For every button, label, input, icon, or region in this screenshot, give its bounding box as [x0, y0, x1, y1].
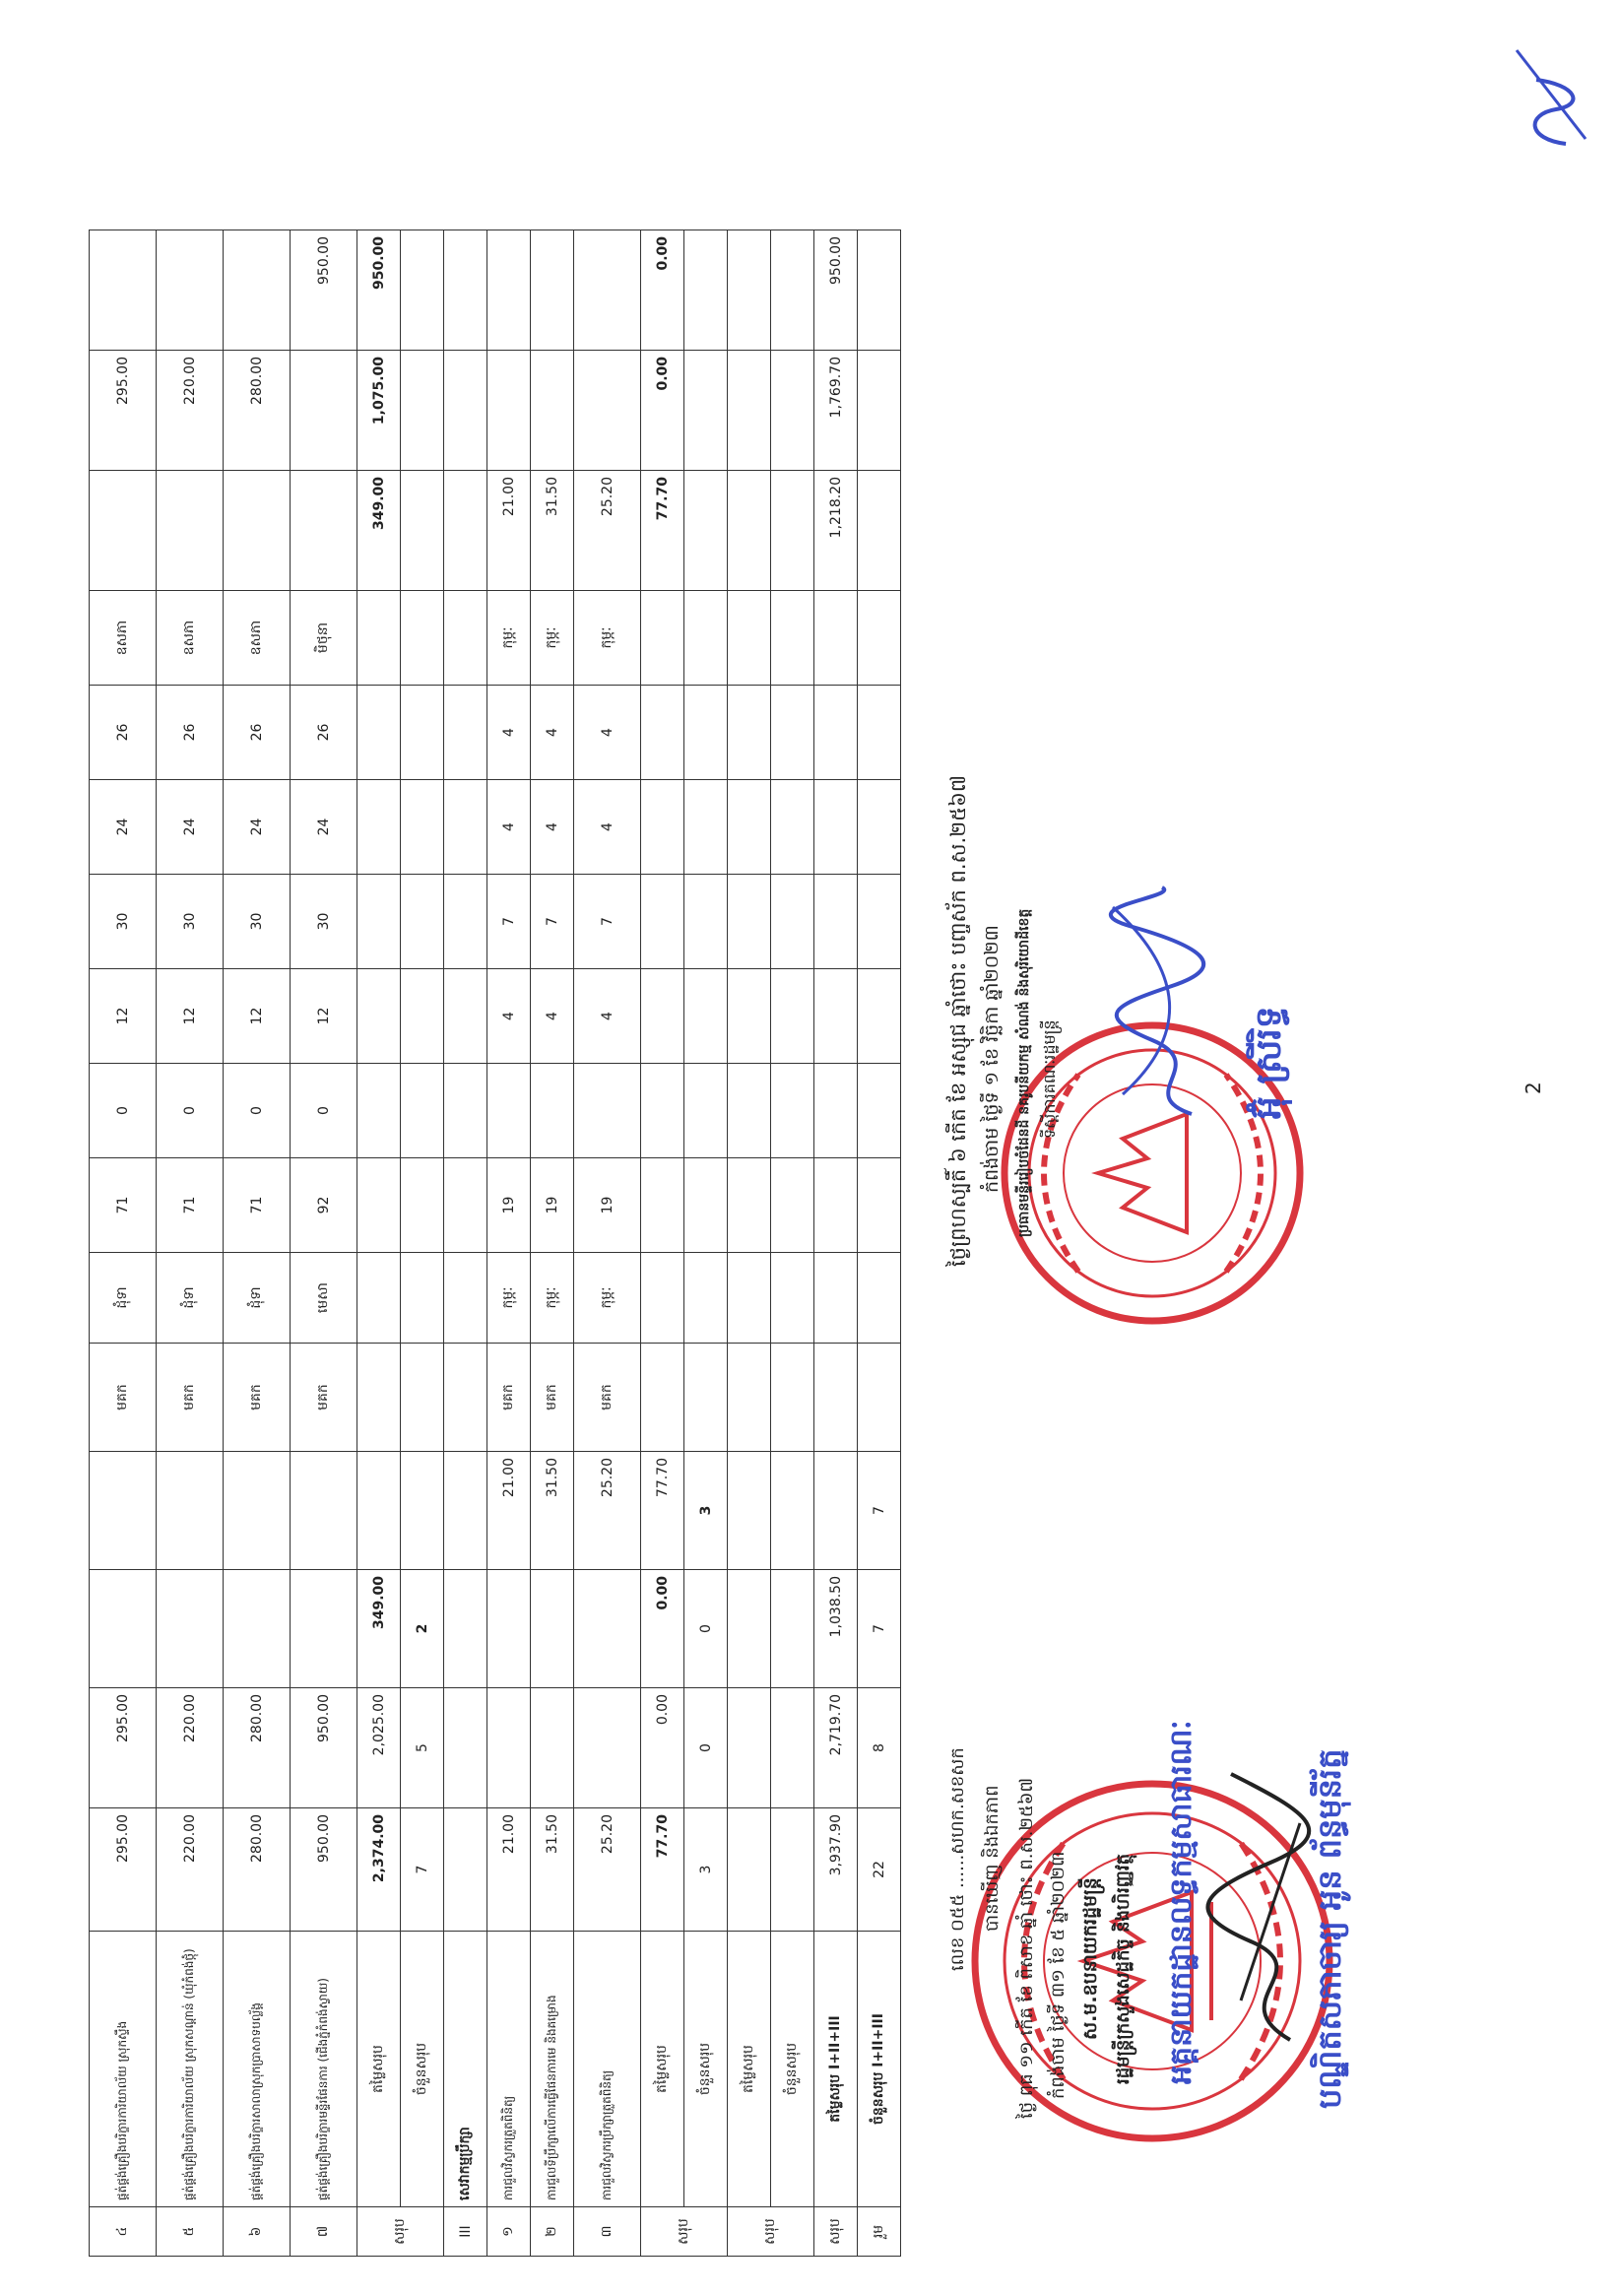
- left-signature: [1182, 1744, 1329, 2060]
- left-ref: លេខ ០៥៥ ......សហក.សខសក: [947, 1747, 968, 1971]
- right-signature: [1093, 878, 1231, 1134]
- right-line2: កំពង់ចាម ថ្ងៃទី ១ ខែ វិច្ឆិកា ឆ្នាំ២០២៣: [981, 925, 1003, 1193]
- grand-total-count-row: រួម ចំនួនសរុប I+II+III 22 8 7 7: [858, 230, 901, 2257]
- subtotal-count-row: ចំនួនសរុប: [771, 230, 814, 2257]
- table-row: ៤ ផ្គត់ផ្គង់គ្រឿងបរិក្ខារការិយាល័យ ស្រុកស្ទឹង 295.00 295.00 មគក ដុំទា 71 0 12 30 24 26 ឧសភា 295.00: [90, 230, 157, 2257]
- procurement-plan-table: [89, 230, 901, 2257]
- row-number: ៤: [90, 2207, 157, 2257]
- subtotal-count-row: ចំនួនសរុប 7 5 2: [401, 230, 444, 2257]
- subtotal-count-row: ចំនួនសរុប 3 0 0 3: [684, 230, 728, 2257]
- table-row: ២ ការជួលទីប្រឹក្សាលើការធ្វើផែនការមេ និងគម្រោង 31.50 31.50 មគក កុម្ភៈ 19 4 7 4 4 កុម្ភៈ 31.50: [531, 230, 574, 2257]
- left-line2: ថ្ងៃ ពុធ ១១ កើត ខែ ពិសាខ ឆ្នាំ ថោះ ព.ស.២៥៦៧: [1016, 1777, 1037, 2119]
- right-signer-name: អ៊ុំ ស្រីរិទ្ធ: [1249, 1006, 1289, 1119]
- section-header-row: III សេវាកម្មប្រឹក្សា: [444, 230, 487, 2257]
- left-title1: ស.ម.ឧបនាយករដ្ឋមន្ត្រី: [1079, 1877, 1101, 2040]
- grand-total-value-row: សរុប តម្លៃសរុប I+II+III 3,937.90 2,719.70 1,038.50 1,218.20 1,769.70 950.00: [814, 230, 858, 2257]
- right-line1: ថ្ងៃព្រហស្បតិ៍ ៦ កើត ខែ អស្សុជ ឆ្នាំថោះ បញ្ចស័ក ព.ស.២៥៦៧: [946, 774, 970, 1267]
- right-line4: ទីស្តីការគណៈរដ្ឋមន្ត្រី: [1040, 1019, 1059, 1139]
- left-line1: បានឃើញ និងឯកភាព: [982, 1785, 1003, 1932]
- left-stamp-text: អគ្គនាយកដ្ឋានលទ្ធកម្មសាធារណៈ: [1164, 1720, 1199, 2084]
- left-line3: កំពង់ចាម ថ្ងៃទី ៣១ ខែ ៥ ឆ្នាំ២០២៣: [1048, 1851, 1069, 2099]
- left-signer-name: បណ្ឌិតសភាចារ្យ អូន ព័ន្ធមុនីរ័ត្ន: [1311, 1748, 1348, 2109]
- procurement-method: មគក: [90, 1344, 157, 1452]
- table-row: ៥ ផ្គត់ផ្គង់គ្រឿងបរិក្ខារការិយាល័យ ស្រុកសណ្ដាន់ (ឃុំកំពង់ថ្កុំ) 220.00 220.00 មគក ដុំទា 71 0 12 30 24 26 ឧសភា 220.00: [157, 230, 224, 2257]
- budget-value-2: 295.00: [90, 1688, 157, 1808]
- table-row: ៧ ផ្គត់ផ្គង់គ្រឿងបរិក្ខារមន្ទីរផែនការ (ជើងភ្នំកំពង់ស្វាយ) 950.00 950.00 មគក មេសា 92 0 12 30 24 26 មិថុនា 950.00: [291, 230, 357, 2257]
- table-row: ៦ ផ្គត់ផ្គង់គ្រឿងបរិក្ខារសាលាស្រុកប្រាសាទបល្ល័ង្គ 280.00 280.00 មគក ដុំទា 71 0 12 30 24 26 ឧសភា 280.00: [224, 230, 291, 2257]
- subtotal-value-row: សរុប តម្លៃសរុប: [728, 230, 771, 2257]
- subtotal-value-row: សរុប តម្លៃសរុប 2,374.00 2,025.00 349.00 349.00 1,075.00 950.00: [357, 230, 401, 2257]
- budget-value: 295.00: [90, 1808, 157, 1932]
- page-number: 2: [1522, 1082, 1545, 1094]
- item-name: ផ្គត់ផ្គង់គ្រឿងបរិក្ខារការិយាល័យ ស្រុកស្ទឹង: [90, 1932, 157, 2207]
- subtotal-value-row: សរុប តម្លៃសរុប 77.70 0.00 0.00 77.70 77.70 0.00 0.00: [641, 230, 684, 2257]
- left-title2: រដ្ឋមន្ត្រីក្រសួងសេដ្ឋកិច្ច និងហិរញ្ញវត្ថុ: [1113, 1853, 1134, 2084]
- right-line3: ប្រធានមន្ទីររៀបចំដែនដី នគរូបនីយកម្ម សំណង់ និងសុរិយោដីខេត្ត: [1016, 908, 1032, 1237]
- corner-initials: [1497, 40, 1605, 159]
- schedule-month: ដុំទា: [90, 1253, 157, 1344]
- table-row: ៣ ការជួលវិស្វករប្រឹក្សាត្រួតពិនិត្យ 25.20 25.20 មគក កុម្ភៈ 19 4 7 4 4 កុម្ភៈ 25.20: [574, 230, 641, 2257]
- table-row: ១ ការជួលវិស្វករត្រួតពិនិត្យ 21.00 21.00 មគក កុម្ភៈ 19 4 7 4 4 កុម្ភៈ 21.00: [487, 230, 531, 2257]
